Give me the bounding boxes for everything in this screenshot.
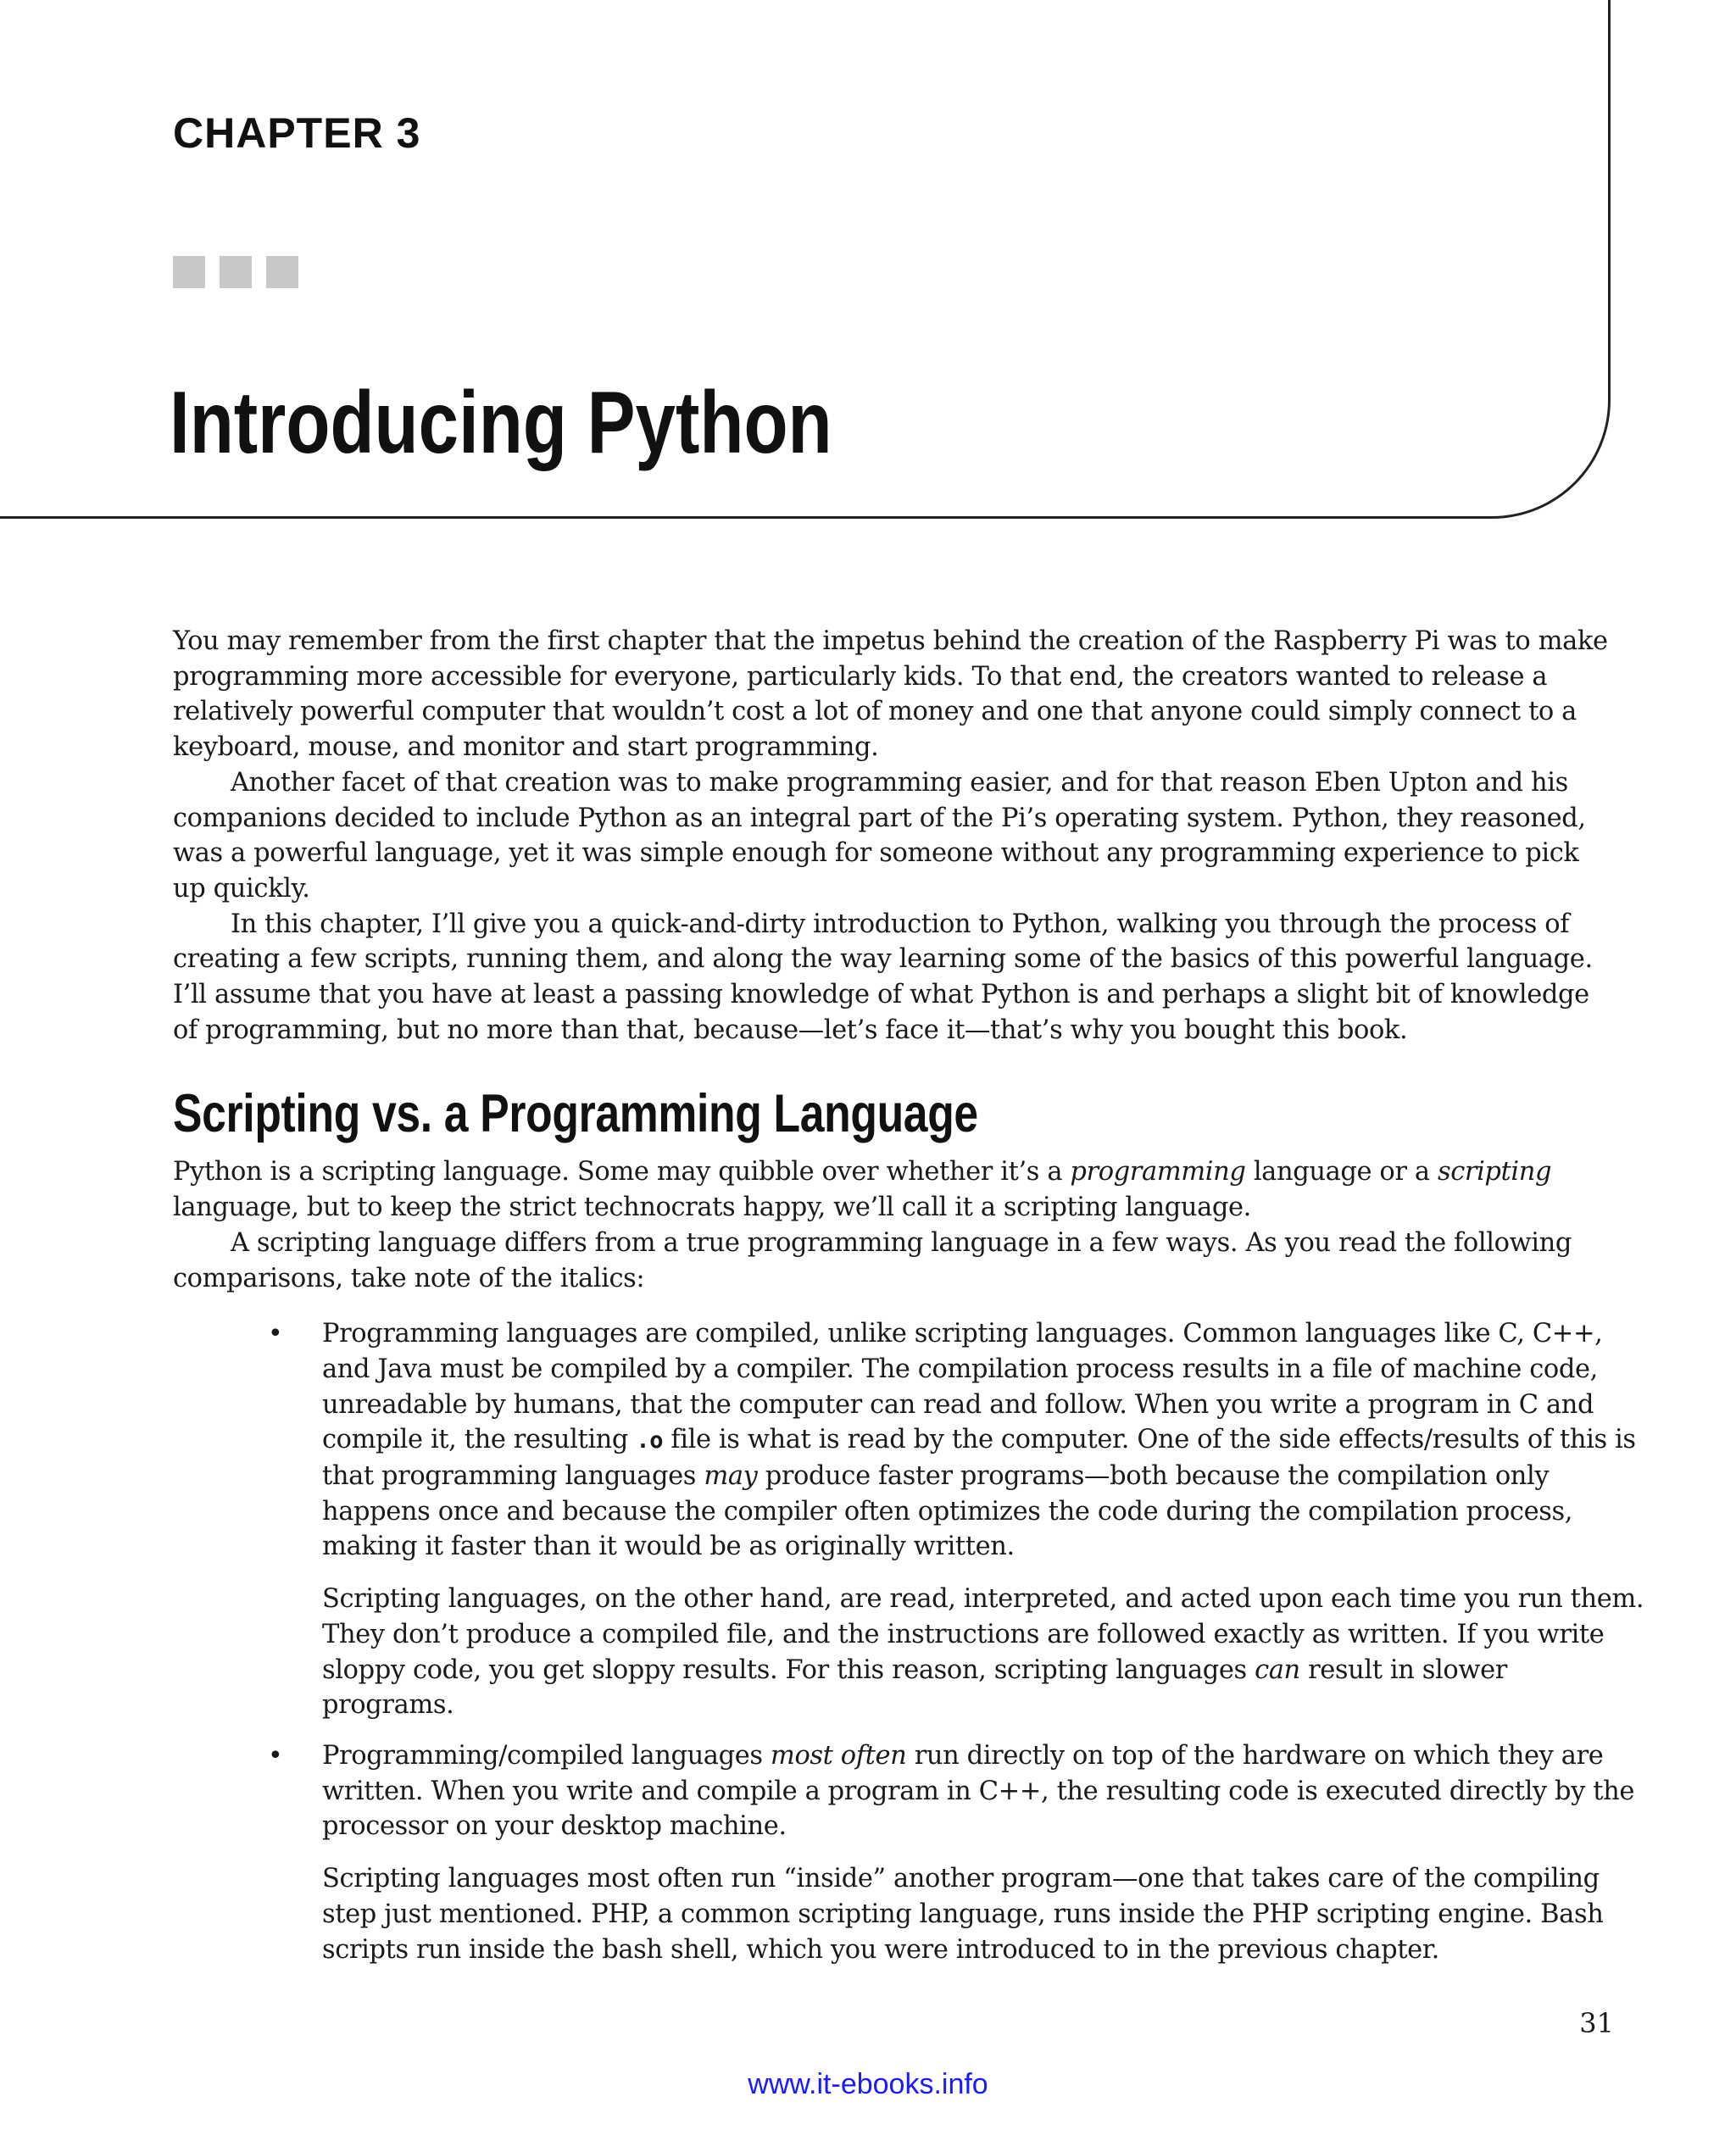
chapter-ornament [173,256,298,288]
intro-paragraph: You may remember from the first chapter that the impetus behind the creation of the Raspberry Pi was to make programming more accessible for everyone, particularly kids. To that end, the creators wanted to release a relatively powerful computer that wouldn’t cost a lot of money and one that anyone could simply connect to a keyboard, mouse, and monitor and start programming. [173,626,1608,763]
list-item-text: Scripting languages, on the other hand, are read, interpreted, and acted upon each time you run them. They don’t produce a compiled file, and the instructions are followed exactly as written. If you write sloppy code, you get sloppy results. For this reason, scripting languages can result in slower programs. [322,1584,1644,1721]
intro-paragraph: In this chapter, I’ll give you a quick-and-dirty introduction to Python, walking you through the process of creating a few scripts, running them, and along the way learning some of the basics of this powerful language. I’ll assume that you have at least a passing knowledge of what Python is and perhaps a slight bit of knowledge of programming, but no more than that, because—let’s face it—that’s why you bought this book. [173,909,1593,1045]
section-heading: Scripting vs. a Programming Language [173,1084,978,1144]
bullet-icon: • [268,1319,283,1349]
page-number: 31 [1579,2007,1614,2039]
section-paragraph: A scripting language differs from a true programming language in a few ways. As you read the following comparisons, take note of the italics: [173,1227,1572,1293]
list-item-text: Programming/compiled languages most often run directly on top of the hardware on which they are written. When you write and compile a program in C++, the resulting code is executed directly by the processor on your desktop machine. [322,1740,1635,1842]
list-item-text: Scripting languages most often run “inside” another program—one that takes care of the compiling step just mentioned. PHP, a common scripting language, runs inside the PHP scripting engine. Bash scripts run inside the bash shell, which you were introduced to in the previous chapter. [322,1864,1604,1965]
chapter-label: CHAPTER 3 [173,109,421,157]
ornament-square [266,256,298,288]
bullet-icon: • [268,1740,283,1771]
comparison-list [173,1316,1644,1967]
ornament-square [173,256,205,288]
inline-code: .o [636,1427,664,1454]
list-item [173,1316,1644,1723]
list-item [173,1738,1644,1967]
intro-paragraph: Another facet of that creation was to make programming easier, and for that reason Eben Upton and his companions decided to include Python as an integral part of the Pi’s operating system. Python, they reasoned, was a powerful language, yet it was simple enough for someone without any programming experience to pick up quickly. [173,767,1586,904]
section-paragraph: Python is a scripting language. Some may quibble over whether it’s a programming language or a scripting language, but to keep the strict technocrats happy, we’ll call it a scripting language. [173,1157,1552,1223]
ornament-square [220,256,252,288]
list-item-text: Programming languages are compiled, unlike scripting languages. Common languages like C, C++, and Java must be compiled by a compiler. The compilation process results in a file of machine code, unreadable by humans, that the computer can read and follow. When you write a program in C and compile it, the resulting .o file is what is read by the computer. One of the side effects/results of this is that programming languages may produce faster programs—both because the compilation only happens once and because the compiler often optimizes the code during the compilation process, making it faster than it would be as originally written. [322,1319,1636,1562]
chapter-body [173,624,1644,1983]
footer-link[interactable]: www.it-ebooks.info [748,2068,988,2100]
chapter-title: Introducing Python [170,374,832,472]
